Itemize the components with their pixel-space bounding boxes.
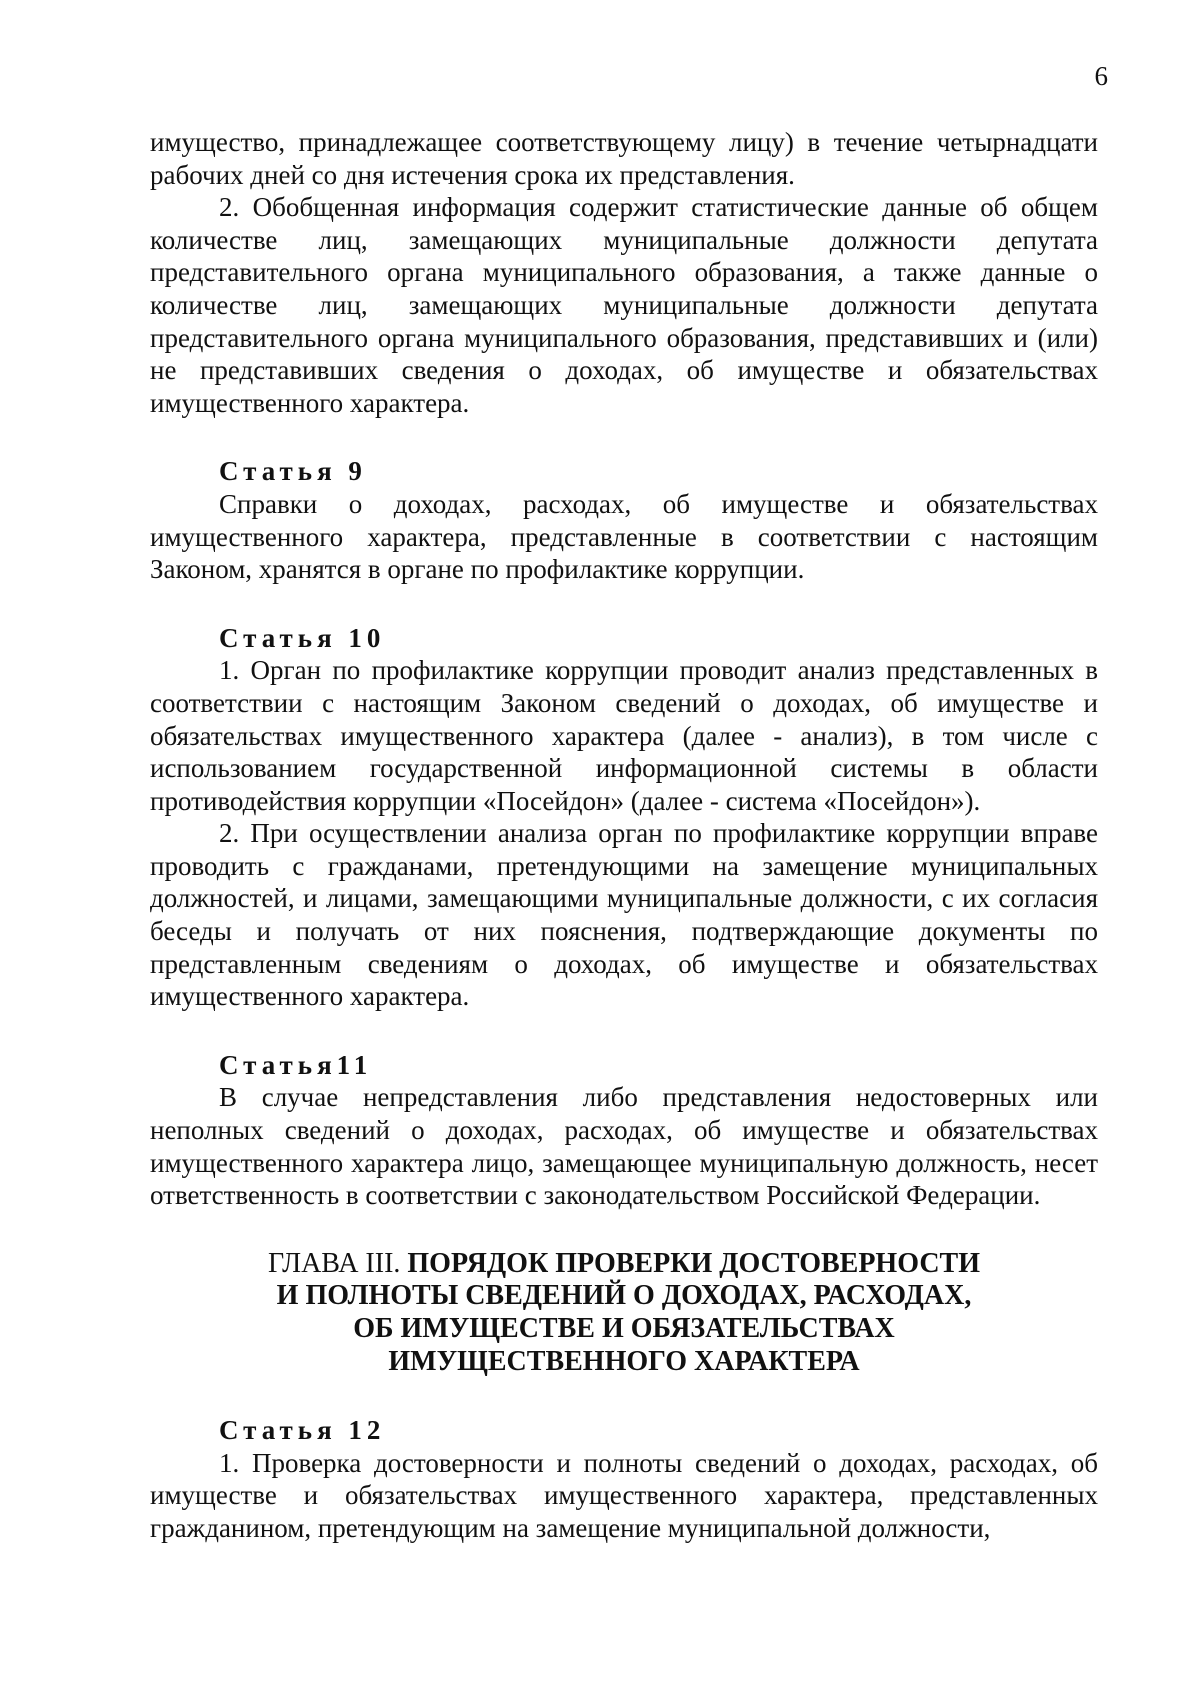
article-11-heading: Статья11: [219, 1049, 373, 1080]
article-9-heading: Статья 9: [219, 456, 367, 487]
article-10-paragraph-2: 2. При осуществлении анализа орган по профилактике коррупции вправе проводить с гражданами, претендующими на замещение муниципальных должностей, и лицами, замещающими муниципальные должности, с их согласия беседы и получать от них пояснения, подтверждающие документы по представленным сведениям о доходах, об имуществе и обязательствах имущественного характера.: [150, 818, 1098, 1012]
article-10-paragraph-1: 1. Орган по профилактике коррупции проводит анализ представленных в соответствии с настоящим Законом сведений о доходах, об имуществе и обязательствах имущественного характера (далее - анализ), в том числе с использованием государственной информационной системы в области противодействия коррупции «Посейдон» (далее - система «Посейдон»).: [150, 655, 1098, 816]
chapter-title-line-3: ОБ ИМУЩЕСТВЕ И ОБЯЗАТЕЛЬСТВАХ: [353, 1313, 895, 1344]
article-12-heading: Статья 12: [219, 1415, 386, 1446]
article-9-paragraph: Справки о доходах, расходах, об имуществе и обязательствах имущественного характера, представленные в соответствии с настоящим Законом, хранятся в органе по профилактике коррупции.: [150, 488, 1098, 585]
chapter-3-title: [150, 1248, 1098, 1378]
paragraph-continuation: имущество, принадлежащее соответствующему лицу) в течение четырнадцати рабочих дней со дня истечения срока их представления.: [150, 127, 1098, 190]
article-12-paragraph-1: 1. Проверка достоверности и полноты сведений о доходах, расходах, об имуществе и обязательствах имущественного характера, представленных гражданином, претендующим на замещение муниципальной должности,: [150, 1447, 1098, 1543]
chapter-title-line-4: ИМУЩЕСТВЕННОГО ХАРАКТЕРА: [388, 1345, 860, 1377]
chapter-title-text-1: ПОРЯДОК ПРОВЕРКИ ДОСТОВЕРНОСТИ: [407, 1247, 980, 1279]
paragraph-summary-info: 2. Обобщенная информация содержит статистические данные об общем количестве лиц, замещающих муниципальные должности депутата представительного органа муниципального образования, а также данные о количестве лиц, замещающих муниципальные должности депутата представительного органа муниципального образования, представивших и (или) не представивших сведения о доходах, об имуществе и обязательствах имущественного характера.: [150, 192, 1098, 418]
document-body: [150, 126, 1098, 1545]
chapter-title-line-2: И ПОЛНОТЫ СВЕДЕНИЙ О ДОХОДАХ, РАСХОДАХ,: [276, 1280, 972, 1312]
article-10-heading: Статья 10: [219, 622, 386, 653]
chapter-title-line-1: [150, 1248, 1098, 1281]
article-11-paragraph: В случае непредставления либо представления недостоверных или неполных сведений о доходах, расходах, об имуществе и обязательствах имущественного характера лицо, замещающее муниципальную должность, несет ответственность в соответствии с законодательством Российской Федерации.: [150, 1082, 1098, 1211]
page-number: 6: [1094, 61, 1108, 91]
chapter-prefix: ГЛАВА III.: [268, 1247, 408, 1279]
